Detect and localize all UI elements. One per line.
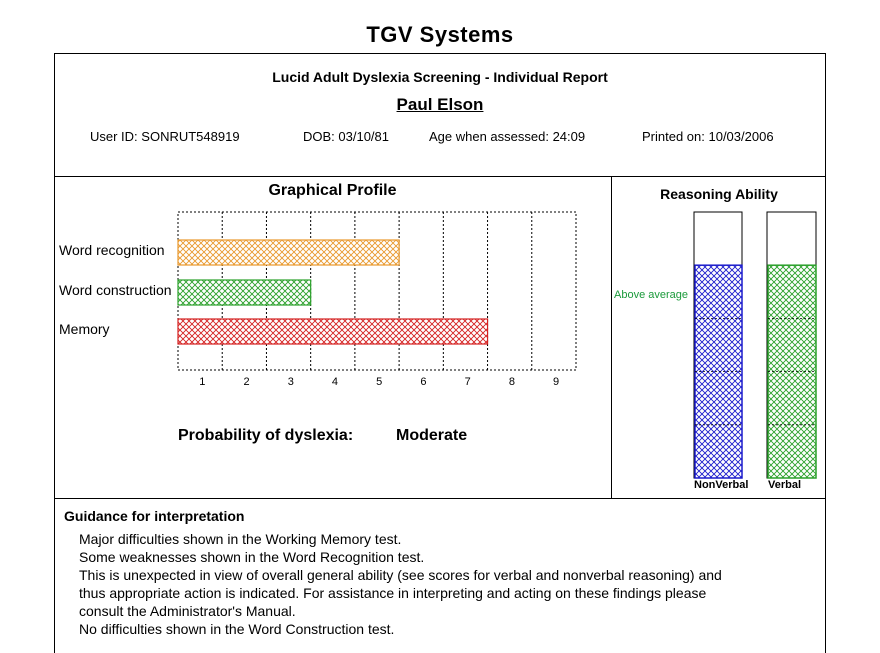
- x-tick-label: 3: [287, 376, 294, 388]
- column-label-verbal: Verbal: [768, 479, 802, 491]
- x-tick-label: 5: [376, 376, 383, 388]
- x-tick-label: 1: [199, 376, 206, 388]
- category-label-memory: Memory: [59, 321, 110, 337]
- reasoning-title: Reasoning Ability: [660, 186, 778, 202]
- guidance-title: Guidance for interpretation: [64, 508, 245, 524]
- guidance-line: consult the Administrator's Manual.: [79, 603, 296, 619]
- company-title: TGV Systems: [366, 22, 514, 47]
- bar-nonverbal: [695, 265, 742, 478]
- guidance-line: No difficulties shown in the Word Construction test.: [79, 621, 395, 637]
- category-label-word-construction: Word construction: [59, 282, 172, 298]
- date-of-birth: DOB: 03/10/81: [303, 129, 389, 144]
- assessment-age: Age when assessed: 24:09: [429, 129, 586, 144]
- above-average-label: Above average: [614, 289, 688, 301]
- x-tick-label: 4: [331, 376, 339, 388]
- printed-date: Printed on: 10/03/2006: [642, 129, 774, 144]
- probability-value: Moderate: [396, 427, 468, 444]
- profile-title: Graphical Profile: [268, 182, 397, 199]
- column-label-nonverbal: NonVerbal: [694, 479, 749, 491]
- x-tick-label: 7: [464, 376, 471, 388]
- probability-label: Probability of dyslexia:: [178, 427, 354, 444]
- person-name: Paul Elson: [396, 95, 484, 114]
- x-tick-label: 6: [420, 376, 427, 388]
- x-tick-label: 2: [243, 376, 250, 388]
- category-label-word-recognition: Word recognition: [59, 242, 165, 258]
- user-id: User ID: SONRUT548919: [90, 129, 240, 144]
- x-tick-label: 8: [508, 376, 515, 388]
- guidance-line: thus appropriate action is indicated. For assistance in interpreting and acting on these findings please: [79, 585, 707, 601]
- guidance-line: Some weaknesses shown in the Word Recognition test.: [79, 549, 425, 565]
- guidance-line: Major difficulties shown in the Working Memory test.: [79, 531, 402, 547]
- report-title: Lucid Adult Dyslexia Screening - Individual Report: [272, 69, 608, 85]
- guidance-line: This is unexpected in view of overall general ability (see scores for verbal and nonverbal reasoning) and: [79, 567, 722, 583]
- x-tick-label: 9: [553, 376, 560, 388]
